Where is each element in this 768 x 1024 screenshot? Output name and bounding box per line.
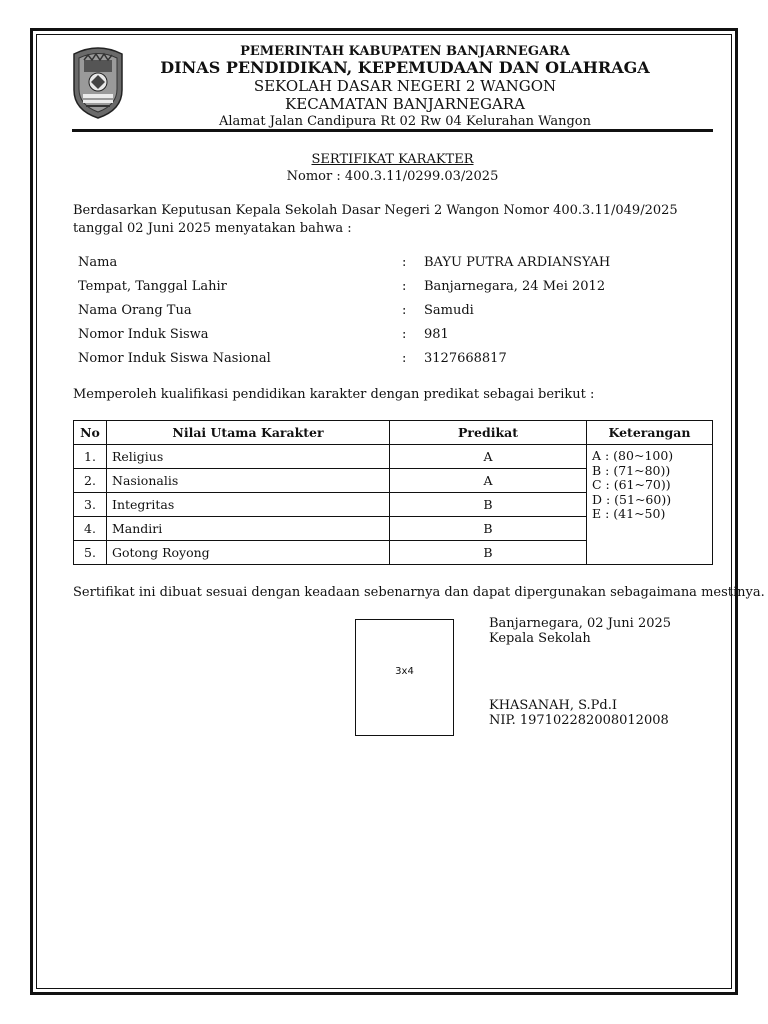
student-nis-row xyxy=(78,327,718,351)
district-name: KECAMATAN BANJARNEGARA xyxy=(285,95,525,113)
letterhead xyxy=(130,44,680,131)
row-no: 4. xyxy=(74,517,107,541)
detail-colon: : xyxy=(402,279,407,294)
student-parent-row xyxy=(78,303,718,327)
legend-item: D : (51~60)) xyxy=(592,491,672,507)
row-grade: B xyxy=(390,517,587,541)
detail-label: Tempat, Tanggal Lahir xyxy=(78,279,227,294)
row-value: Integritas xyxy=(107,493,390,517)
table-header-row xyxy=(74,421,713,445)
detail-colon: : xyxy=(402,351,407,366)
certificate-heading xyxy=(72,151,713,185)
certificate-title: SERTIFIKAT KARAKTER xyxy=(311,152,474,167)
row-no: 3. xyxy=(74,493,107,517)
student-birth-row xyxy=(78,279,718,303)
row-grade: A xyxy=(390,469,587,493)
detail-label: Nomor Induk Siswa Nasional xyxy=(78,351,271,366)
student-nisn-row xyxy=(78,351,718,375)
row-no: 2. xyxy=(74,469,107,493)
detail-colon: : xyxy=(402,303,407,318)
legend-item: E : (41~50) xyxy=(592,506,666,521)
row-grade: A xyxy=(390,445,587,469)
legend-item: B : (71~80)) xyxy=(592,462,671,478)
table-row xyxy=(74,445,713,469)
photo-size-label: 3x4 xyxy=(395,666,414,677)
legend-item: C : (61~70)) xyxy=(592,477,671,492)
detail-label: Nama Orang Tua xyxy=(78,303,192,318)
government-name: PEMERINTAH KABUPATEN BANJARNEGARA xyxy=(240,44,570,59)
header-remarks: Keterangan xyxy=(587,421,713,445)
row-no: 5. xyxy=(74,541,107,565)
row-grade: B xyxy=(390,493,587,517)
detail-value: Samudi xyxy=(424,303,474,318)
legend-item: A : (80~100) xyxy=(592,448,674,463)
sign-nip: NIP. 197102282008012008 xyxy=(489,713,669,728)
intro-paragraph: Berdasarkan Keputusan Kepala Sekolah Dasar Negeri 2 Wangon Nomor 400.3.11/049/2025 tanggal 02 Juni 2025 menyatakan bahwa : xyxy=(73,203,678,236)
regency-crest-icon xyxy=(70,44,126,120)
student-details xyxy=(78,255,718,375)
header-grade: Predikat xyxy=(390,421,587,445)
detail-value: 3127668817 xyxy=(424,351,507,366)
row-value: Nasionalis xyxy=(107,469,390,493)
character-grades-table xyxy=(73,420,713,565)
qualification-text: Memperoleh kualifikasi pendidikan karakter dengan predikat sebagai berikut : xyxy=(73,387,595,402)
row-value: Gotong Royong xyxy=(107,541,390,565)
photo-placeholder xyxy=(355,619,454,736)
school-name: SEKOLAH DASAR NEGERI 2 WANGON xyxy=(253,77,557,95)
school-address: Alamat Jalan Candipura Rt 02 Rw 04 Kelurahan Wangon xyxy=(218,114,592,129)
agency-name: DINAS PENDIDIKAN, KEPEMUDAAN DAN OLAHRAGA xyxy=(160,58,650,77)
sign-name: KHASANAH, S.Pd.I xyxy=(489,698,618,713)
grade-legend xyxy=(587,445,713,565)
letterhead-divider xyxy=(72,129,713,132)
sign-position: Kepala Sekolah xyxy=(489,631,591,646)
row-value: Religius xyxy=(107,445,390,469)
detail-value: Banjarnegara, 24 Mei 2012 xyxy=(424,279,606,294)
student-name-row xyxy=(78,255,718,279)
detail-label: Nama xyxy=(78,255,118,270)
header-no: No xyxy=(74,421,107,445)
detail-value: 981 xyxy=(424,327,449,342)
row-no: 1. xyxy=(74,445,107,469)
detail-colon: : xyxy=(402,327,407,342)
header-value: Nilai Utama Karakter xyxy=(107,421,390,445)
sign-place-date: Banjarnegara, 02 Juni 2025 xyxy=(489,616,672,631)
detail-value: BAYU PUTRA ARDIANSYAH xyxy=(424,255,611,270)
row-grade: B xyxy=(390,541,587,565)
row-value: Mandiri xyxy=(107,517,390,541)
detail-label: Nomor Induk Siswa xyxy=(78,327,209,342)
certificate-number: Nomor : 400.3.11/0299.03/2025 xyxy=(286,169,499,184)
detail-colon: : xyxy=(402,255,407,270)
closing-statement: Sertifikat ini dibuat sesuai dengan keadaan sebenarnya dan dapat dipergunakan sebagaimana mestinya. xyxy=(73,585,765,600)
signature-block xyxy=(489,616,671,728)
